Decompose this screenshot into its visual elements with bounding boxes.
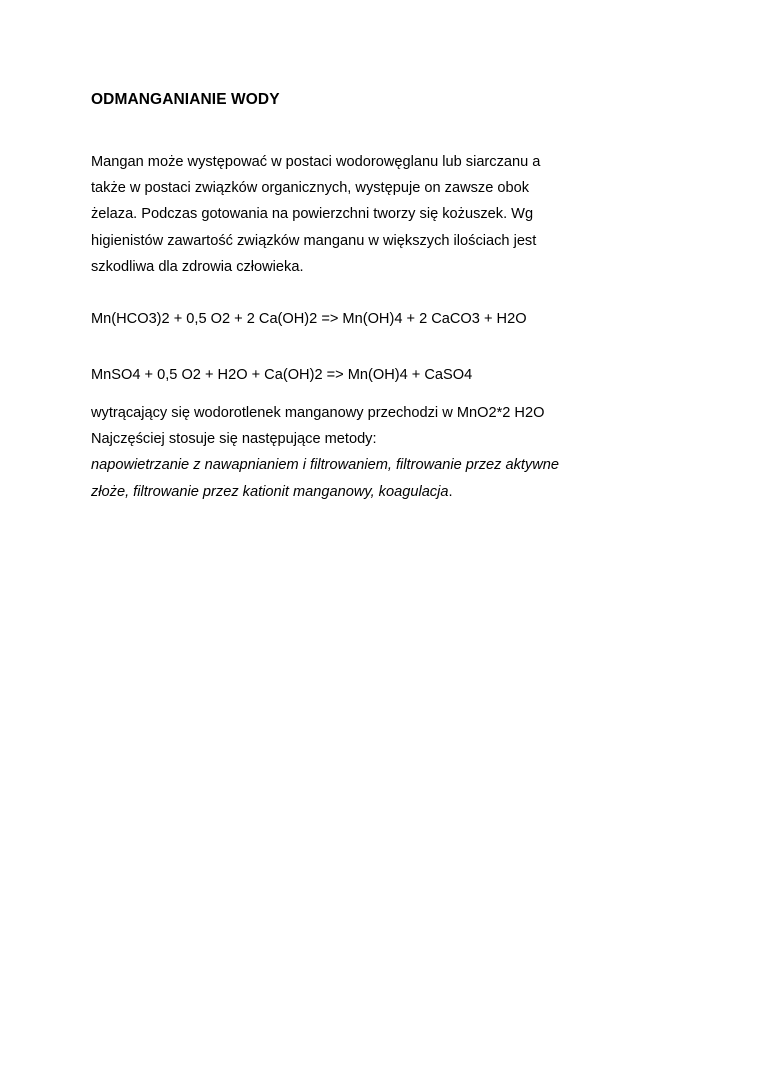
methods-line: napowietrzanie z nawapnianiem i filtrowaniem, filtrowanie przez aktywne	[91, 457, 560, 474]
intro-line: szkodliwa dla zdrowia człowieka.	[91, 258, 304, 275]
intro-line: higienistów zawartość związków manganu w większych ilościach jest	[91, 232, 537, 249]
methods-period: .	[448, 483, 453, 500]
methods-paragraph	[91, 400, 559, 505]
methods-line-wrapper	[91, 479, 559, 505]
methods-line: złoże, filtrowanie przez kationit manganowy, koagulacja	[91, 483, 449, 500]
intro-line: żelaza. Podczas gotowania na powierzchni tworzy się kożuszek. Wg	[91, 206, 534, 223]
text-line: Najczęściej stosuje się następujące metody:	[91, 431, 377, 448]
equation-sulfate: MnSO4 + 0,5 O2 + H2O + Ca(OH)2 => Mn(OH)4 + CaSO4	[91, 367, 473, 383]
text-line: wytrącający się wodorotlenek manganowy przechodzi w MnO2*2 H2O	[91, 405, 545, 421]
equation-bicarbonate: Mn(HCO3)2 + 0,5 O2 + 2 Ca(OH)2 => Mn(OH)4 + 2 CaCO3 + H2O	[91, 311, 527, 327]
document-title: ODMANGANIANIE WODY	[91, 91, 280, 108]
intro-line: także w postaci związków organicznych, występuje on zawsze obok	[91, 180, 530, 197]
intro-paragraph	[91, 149, 611, 280]
intro-line: Mangan może występować w postaci wodorowęglanu lub siarczanu a	[91, 154, 541, 170]
